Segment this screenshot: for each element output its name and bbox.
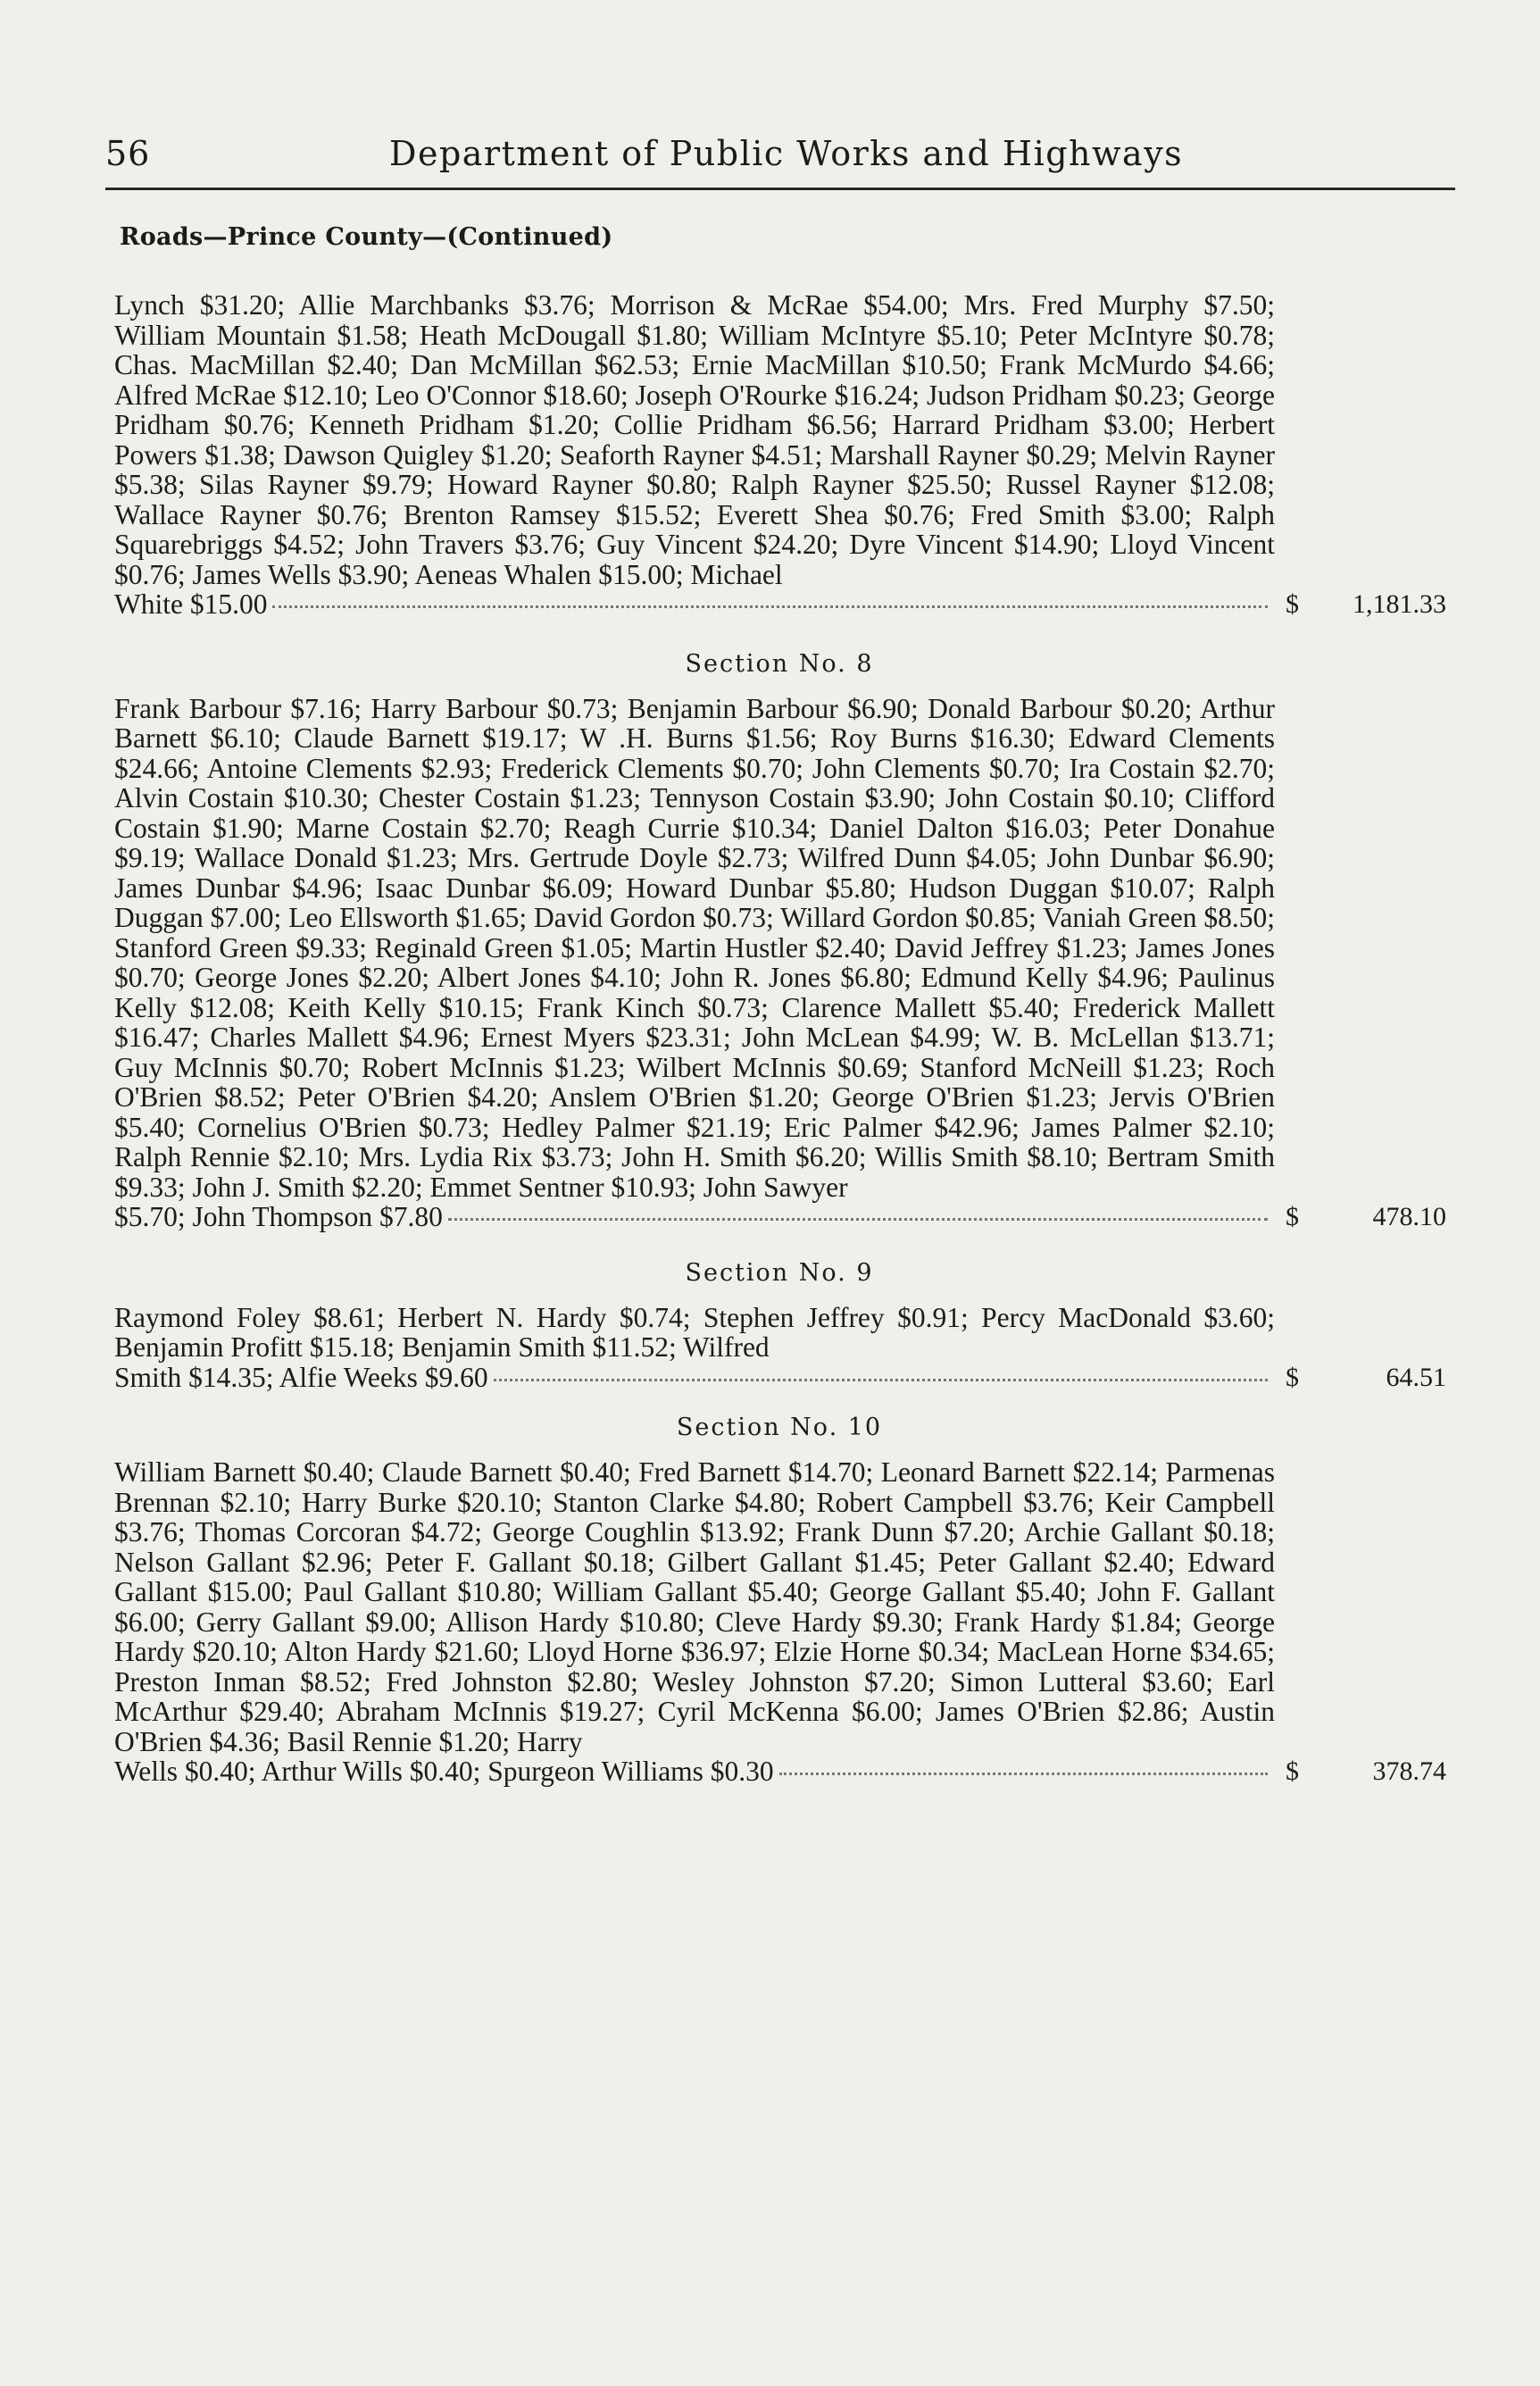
- dot-leader: [448, 1218, 1268, 1221]
- total-value: 1,181.33: [1353, 589, 1446, 619]
- section-total: [1286, 589, 1446, 620]
- section-heading-9: Section No. 9: [685, 1258, 874, 1287]
- currency-sign: $: [1286, 1202, 1299, 1231]
- payee-paragraph: William Barnett $0.40; Claude Barnett $0.40; Fred Barnett $14.70; Leonard Barnett $22.14; Parmenas Brennan $2.10; Harry Burke $20.10; Stanton Clarke $4.80; Robert Campbell $3.76; Keir Campbell $3.76; Thomas Corcoran $4.72; George Coughlin $13.92; Frank Dunn $7.20; Archie Gallant $0.18; Nelson Gallant $2.96; Peter F. Gallant $0.18; Gilbert Gallant $1.45; Peter Gallant $2.40; Edward Gallant $15.00; Paul Gallant $10.80; William Gallant $5.40; George Gallant $5.40; John F. Gallant $6.00; Gerry Gallant $9.00; Allison Hardy $10.80; Cleve Hardy $9.30; Frank Hardy $1.84; George Hardy $20.10; Alton Hardy $21.60; Lloyd Horne $36.97; Elzie Horne $0.34; MacLean Horne $34.65; Preston Inman $8.52; Fred Johnston $2.80; Wesley Johnston $7.20; Simon Lutteral $3.60; Earl McArthur $29.40; Abraham McInnis $19.27; Cyril McKenna $6.00; James O'Brien $2.86; Austin O'Brien $4.36; Basil Rennie $1.20; Harry: [114, 1456, 1275, 1757]
- total-value: 64.51: [1386, 1362, 1446, 1392]
- total-value: 478.10: [1372, 1202, 1446, 1231]
- payee-paragraph: Lynch $31.20; Allie Marchbanks $3.76; Morrison & McRae $54.00; Mrs. Fred Murphy $7.50; William Mountain $1.58; Heath McDougall $1.80; William McIntyre $5.10; Peter McIntyre $0.78; Chas. MacMillan $2.40; Dan McMillan $62.53; Ernie MacMillan $10.50; Frank McMurdo $4.66; Alfred McRae $12.10; Leo O'Connor $18.60; Joseph O'Rourke $16.24; Judson Pridham $0.23; George Pridham $0.76; Kenneth Pridham $1.20; Collie Pridham $6.56; Harrard Pridham $3.00; Herbert Powers $1.38; Dawson Quigley $1.20; Seaforth Rayner $4.51; Marshall Rayner $0.29; Melvin Rayner $5.38; Silas Rayner $9.79; Howard Rayner $0.80; Ralph Rayner $25.50; Russel Rayner $12.08; Wallace Rayner $0.76; Brenton Ramsey $15.52; Everett Shea $0.76; Fred Smith $3.00; Ralph Squarebriggs $4.52; John Travers $3.76; Guy Vincent $24.20; Dyre Vincent $14.90; Lloyd Vincent $0.76; James Wells $3.90; Aeneas Whalen $15.00; Michael: [114, 289, 1275, 590]
- currency-sign: $: [1286, 1362, 1299, 1392]
- payee-last-line: [114, 1363, 1275, 1393]
- running-title: Department of Public Works and Highways: [389, 134, 1184, 173]
- currency-sign: $: [1286, 589, 1299, 619]
- dot-leader: [494, 1379, 1268, 1381]
- payee-paragraph: Raymond Foley $8.61; Herbert N. Hardy $0.74; Stephen Jeffrey $0.91; Percy MacDonald $3.60; Benjamin Profitt $15.18; Benjamin Smith $11.52; Wilfred: [114, 1301, 1275, 1363]
- currency-sign: $: [1286, 1756, 1299, 1786]
- page-content: [114, 223, 1444, 1787]
- section-heading-8: Section No. 8: [685, 649, 874, 678]
- section-total: [1286, 1363, 1446, 1393]
- payee-last-text: $5.70; John Thompson $7.80: [114, 1201, 443, 1232]
- expenditure-block-section-9: [114, 1301, 1446, 1393]
- continued-heading: Roads—Prince County—(Continued): [120, 223, 613, 251]
- payee-last-text: Wells $0.40; Arthur Wills $0.40; Spurgeon Williams $0.30: [114, 1756, 774, 1787]
- payee-paragraph: Frank Barbour $7.16; Harry Barbour $0.73; Benjamin Barbour $6.90; Donald Barbour $0.20; Arthur Barnett $6.10; Claude Barnett $19.17; W .H. Burns $1.56; Roy Burns $16.30; Edward Clements $24.66; Antoine Clements $2.93; Frederick Clements $0.70; John Clements $0.70; Ira Costain $2.70; Alvin Costain $10.30; Chester Costain $1.23; Tennyson Costain $3.90; John Costain $0.10; Clifford Costain $1.90; Marne Costain $2.70; Reagh Currie $10.34; Daniel Dalton $16.03; Peter Donahue $9.19; Wallace Donald $1.23; Mrs. Gertrude Doyle $2.73; Wilfred Dunn $4.05; John Dunbar $6.90; James Dunbar $4.96; Isaac Dunbar $6.09; Howard Dunbar $5.80; Hudson Duggan $10.07; Ralph Duggan $7.00; Leo Ellsworth $1.65; David Gordon $0.73; Willard Gordon $0.85; Vaniah Green $8.50; Stanford Green $9.33; Reginald Green $1.05; Martin Hustler $2.40; David Jeffrey $1.23; James Jones $0.70; George Jones $2.20; Albert Jones $4.10; John R. Jones $6.80; Edmund Kelly $4.96; Paulinus Kelly $12.08; Keith Kelly $10.15; Frank Kinch $0.73; Clarence Mallett $5.40; Frederick Mallett $16.47; Charles Mallett $4.96; Ernest Myers $23.31; John McLean $4.99; W. B. McLellan $13.71; Guy McInnis $0.70; Robert McInnis $1.23; Wilbert McInnis $0.69; Stanford McNeill $1.23; Roch O'Brien $8.52; Peter O'Brien $4.20; Anslem O'Brien $1.20; George O'Brien $1.23; Jervis O'Brien $5.40; Cornelius O'Brien $0.73; Hedley Palmer $21.19; Eric Palmer $42.96; James Palmer $2.10; Ralph Rennie $2.10; Mrs. Lydia Rix $3.73; John H. Smith $6.20; Willis Smith $8.10; Bertram Smith $9.33; John J. Smith $2.20; Emmet Sentner $10.93; John Sawyer: [114, 692, 1275, 1203]
- expenditure-block-section-10: [114, 1456, 1446, 1787]
- section-total: [1286, 1756, 1446, 1787]
- payee-last-text: White $15.00: [114, 588, 268, 620]
- page-header: [105, 134, 1455, 184]
- page-number: 56: [105, 134, 151, 173]
- payee-last-text: Smith $14.35; Alfie Weeks $9.60: [114, 1361, 488, 1393]
- payee-last-line: [114, 589, 1275, 620]
- expenditure-block-continued: [114, 289, 1446, 620]
- dot-leader: [779, 1773, 1268, 1775]
- payee-last-line: [114, 1202, 1275, 1232]
- total-value: 378.74: [1372, 1756, 1446, 1786]
- section-heading-10: Section No. 10: [676, 1414, 883, 1441]
- dot-leader: [272, 605, 1268, 608]
- expenditure-block-section-8: [114, 692, 1446, 1232]
- section-total: [1286, 1202, 1446, 1232]
- header-rule: [105, 188, 1455, 190]
- payee-last-line: [114, 1756, 1275, 1787]
